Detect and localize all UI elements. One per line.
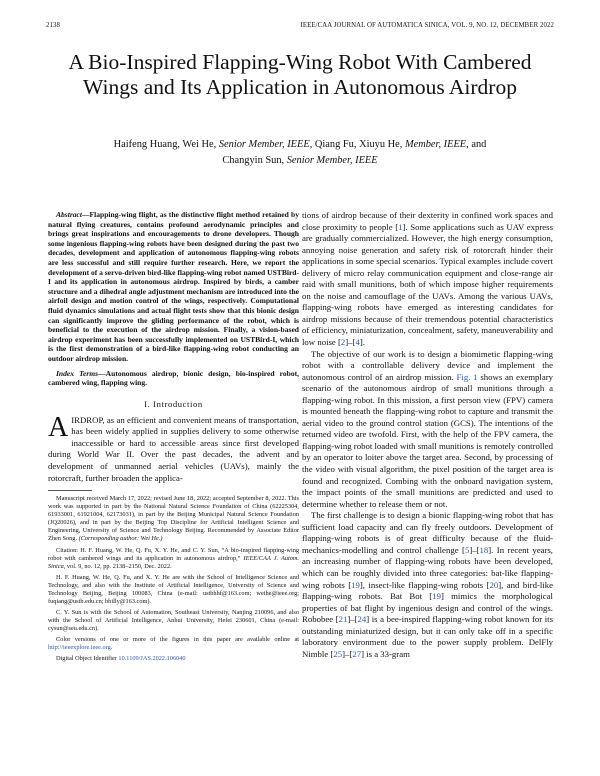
body-text: ]. <box>359 337 365 348</box>
author-names: Haifeng Huang, Wei He, <box>113 139 219 150</box>
author-list <box>60 137 540 169</box>
footnote-citation <box>48 547 299 571</box>
reference-link[interactable]: 18 <box>479 544 489 555</box>
right-column <box>302 210 553 660</box>
body-text: ]. Some applications such as UAV express are gradually commercialized. However, the high energy consumption, annoying noise generation and safety risk of rotorcraft hinder their applications in some special scenarios. Typical examples include covert delivery of micro relay communication equipment and close-range air raid with small munitions, both of which impose higher requirements on the noise and camouflage of the UAVs. Among the various UAVs, flapping-wing robots have emerged as interesting candidates for airdrop missions because of their tremendous potential characteristics of efficiency, miniaturization, concealment, safety, maneuverability and low noise [ <box>302 221 553 348</box>
footnote-text: . <box>110 644 113 652</box>
intro-paragraph <box>48 411 299 485</box>
body-text: ]. In recent years, an increasing number of flapping-wing robots have been developed, which can be roughly divided into three categories: bat-like flapping-wing robots [ <box>302 544 553 590</box>
body-text: ] is a bee-inspired flapping-wing robot known for its outstanding miniaturized design, but it can only take off in a specific laboratory environment due to the power supply problem. DelFly Nimble [ <box>302 614 553 659</box>
footnote-text: Color versions of one or more of the figures in this paper are available online at <box>56 636 299 643</box>
abstract-label: Abstract <box>56 210 82 219</box>
body-text: ] mimics the morphological properties of bat flight by ingenious design and control of the wings. Robobee [ <box>302 591 553 625</box>
footnote-italic: (Corresponding author: Wei He.) <box>78 535 163 543</box>
body-text: ], and bird-like flapping-wing robots. Bat Bot [ <box>302 579 553 602</box>
reference-link[interactable]: 2 <box>340 337 346 348</box>
abstract-text: —Flapping-wing flight, as the distinctive flight method retained by natural flying creatures, contains profound aerodynamic principles and brings great inspirations and encouragements to drone developers. Though some ingenious flapping-wing robots have been designed during the past two decades, development and application of autonomous flapping-wing robots are less successful and still require further research. Here, we report the development of a servo-driven bird-like flapping-wing robot named USTBird-I and its application in autonomous airdrop. Inspired by birds, a camber structure and a dihedral angle adjustment mechanism are introduced into the airfoil design and motion control of the wings, respectively. Computational fluid dynamics simulations and actual flight tests show that this bionic design can significantly improve the gliding performance of the robot, which is beneficial to the execution of the airdrop mission. Finally, a vision-based airdrop experiment has been successfully implemented on USTBird-I, which is the first demonstration of a bird-like flapping-wing robot conducting an outdoor airdrop mission. <box>48 210 300 363</box>
index-terms-label: Index Terms <box>56 368 99 378</box>
body-text: ]–[ <box>347 614 358 625</box>
footnote-doi <box>48 655 299 663</box>
footnote-text: Manuscript received March 17, 2022; revised June 18, 2022; accepted September 8, 2022. This work was supported in part by the National Natural Science Foundation of China (62225304, 61933001, 61921004, 62173031), in part by the Beijing Municipal Natural Science Foundation (JQ20026), and in part by the Beijing Top Discipline for Artificial Intelligent Science and Engineering, University of Science and Technology Beijing. Recommended by Associate Editor Zhen Song. <box>48 495 299 543</box>
index-terms-text: —Autonomous airdrop, bionic design, bio-inspired robot, cambered wing, flapping wing. <box>48 368 299 388</box>
intro-text: IRDROP, as an efficient and convenient means of transportation, has been widely applied in supplies delivery to some otherwise inaccessible or hard to accessible areas since first developed during World War II. Over the past decades, the advent and development of unmanned aerial vehicles (UAVs), mainly the rotorcraft, further broaden the applica- <box>48 414 299 483</box>
footnote-rule <box>48 490 92 491</box>
footnote-affiliation-1: H. F. Huang, W. He, Q. Fu, and X. Y. He are with the School of Intelligence Science and Technology, and also with the Institute of Artificial Intelligence, University of Science and Technology Beijing, Beijing 100083, China (e-mail: ustbhhf@163.com; weihe@ieee.org; fuqiang@ustb.edu.cn; bhilly@163.com). <box>48 573 299 605</box>
section-heading: I. Introduction <box>144 398 203 409</box>
author-title: Senior Member, IEEE <box>286 155 378 166</box>
figure-link[interactable]: Fig. 1 <box>456 371 478 382</box>
reference-link[interactable]: 20 <box>489 579 499 590</box>
footnote-italic: IEEE/CAA J. Autom. Sinica <box>48 554 299 570</box>
body-paragraph-2 <box>302 349 553 511</box>
body-paragraph-3 <box>302 510 553 660</box>
paper-title: A Bio-Inspired Flapping-Wing Robot With Cambered Wings and Its Application in Autonomous Airdrop <box>68 50 532 99</box>
footnote-affiliation-2: C. Y. Sun is with the School of Automation, Southeast University, Nanjing 210096, and also with the School of Artificial Intelligence, Anhui University, Hefei 230601, China (e-mail: cysun@seu.edu.cn). <box>48 608 299 632</box>
reference-link[interactable]: 1 <box>398 221 403 232</box>
author-names: Changyin Sun, <box>222 155 287 166</box>
reference-link[interactable]: 24 <box>357 614 367 625</box>
body-text: ], insect-like flapping-wing robots [ <box>359 579 490 590</box>
doi-link[interactable]: 10.1109/JAS.2022.106040 <box>118 655 186 663</box>
reference-link[interactable]: 25 <box>333 648 343 659</box>
abstract <box>48 210 299 364</box>
running-header <box>46 22 554 34</box>
footnote-manuscript <box>48 495 299 543</box>
reference-link[interactable]: 27 <box>352 648 362 659</box>
index-terms <box>48 369 299 388</box>
body-paragraph-1 <box>302 210 553 349</box>
reference-link[interactable]: 19 <box>351 579 360 590</box>
author-names: , and <box>466 139 487 150</box>
body-text: tions of airdrop because of their dexterity in confined work spaces and close proximity to people [ <box>302 210 553 232</box>
author-title: Member, IEEE <box>404 139 467 150</box>
reference-link[interactable]: 19 <box>432 591 441 602</box>
author-names: , Qiang Fu, Xiuyu He, <box>309 139 405 150</box>
body-text: ]–[ <box>345 337 356 348</box>
author-line-2 <box>60 153 540 169</box>
ieeexplore-link[interactable]: http://ieeexplore.ieee.org <box>48 644 111 652</box>
body-text: ]–[ <box>469 544 480 555</box>
footnote-color <box>48 636 299 652</box>
body-text: ] is a 33-gram <box>361 648 410 659</box>
footnote-text: , vol. 9, no. 12, pp. 2138–2150, Dec. 2022. <box>63 562 172 570</box>
body-text: The objective of our work is to design a biomimetic flapping-wing robot with a controllable delivery device and implement the autonomous control of an airdrop mission. <box>302 348 553 382</box>
footnote-text: Digital Object Identifier <box>56 655 119 663</box>
author-title: Senior Member, IEEE <box>218 139 310 150</box>
body-text: ]–[ <box>342 648 353 659</box>
body-text: shows an exemplary scenario of the autonomous airdrop of small munitions through a flapping-wing robot. In this mission, a first person view (FPV) camera is mounted beneath the flapping-wing robot to capture and transmit the aerial video to the ground control station (GCS). The intentions of the returned video are twofold. First, with the help of the FPV camera, the flapping-wing robot loaded with small munitions is remotely controlled by an operator to loiter above the target area. Second, by processing of the video with visual algorithm, the pixel position of the target area is found and recognized. Combing with the onboard navigation system, the impact points of the small munitions are predicted and used to determine whether to release them or not. <box>302 371 553 509</box>
drop-cap: A <box>48 411 69 443</box>
reference-link[interactable]: 21 <box>338 614 348 625</box>
reference-link[interactable]: 4 <box>355 337 360 348</box>
reference-link[interactable]: 5 <box>464 544 470 555</box>
page-number: 2138 <box>46 22 60 29</box>
body-text: The first challenge is to design a bionic flapping-wing robot that has sufficient load capacity and can fly freely outdoors. Development of flapping-wing robots is of great difficulty because of the fluid-mechanics-modelling and control challenge [ <box>302 510 553 555</box>
left-column <box>48 210 299 666</box>
journal-header: IEEE/CAA JOURNAL OF AUTOMATICA SINICA, VOL. 9, NO. 12, DECEMBER 2022 <box>300 22 554 29</box>
footnote-text: Citation: H. F. Huang, W. He, Q. Fu, X. Y. He, and C. Y. Sun, “A bio-inspired flapping-wing robot with cambered wings and its application in autonomous airdrop,” <box>48 546 299 562</box>
author-line-1 <box>60 137 540 153</box>
